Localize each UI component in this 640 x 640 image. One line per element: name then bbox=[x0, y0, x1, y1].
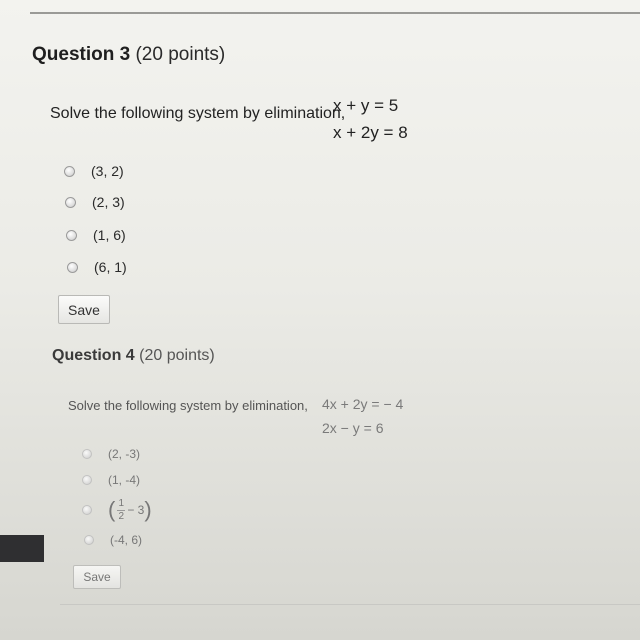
question-3-number: Question 3 bbox=[32, 44, 131, 65]
radio-button[interactable] bbox=[66, 230, 77, 241]
left-dark-panel bbox=[0, 535, 44, 562]
question-3-equation-1: x + y = 5 bbox=[333, 96, 399, 115]
bottom-divider bbox=[60, 604, 640, 605]
question-4-option-1[interactable] bbox=[82, 444, 140, 464]
option-label: (6, 1) bbox=[94, 259, 127, 275]
question-4-number: Question 4 bbox=[52, 347, 135, 364]
top-divider bbox=[30, 12, 640, 14]
question-4-option-2[interactable] bbox=[82, 470, 140, 490]
option-label: (2, 3) bbox=[92, 194, 125, 210]
question-3-title bbox=[32, 44, 225, 66]
option-label: (2, -3) bbox=[108, 447, 141, 461]
question-3-option-2[interactable] bbox=[65, 192, 125, 212]
question-3-equation-2: x + 2y = 8 bbox=[333, 123, 408, 142]
question-3-option-1[interactable] bbox=[64, 161, 124, 181]
option-label: (1, -4) bbox=[108, 473, 141, 487]
question-4-prompt: Solve the following system by elimination, bbox=[68, 398, 308, 413]
question-3-option-4[interactable] bbox=[67, 257, 127, 277]
question-3-points: (20 points) bbox=[135, 44, 226, 65]
radio-button[interactable] bbox=[82, 449, 92, 459]
question-3-option-3[interactable] bbox=[66, 225, 126, 245]
fraction-denominator: 2 bbox=[118, 510, 125, 522]
radio-button[interactable] bbox=[64, 166, 75, 177]
radio-button[interactable] bbox=[82, 475, 92, 485]
radio-button[interactable] bbox=[84, 535, 94, 545]
question-3-save-button[interactable]: Save bbox=[58, 295, 110, 324]
radio-button[interactable] bbox=[82, 505, 92, 515]
fraction-numerator: 1 bbox=[118, 497, 125, 509]
fraction bbox=[117, 499, 125, 522]
radio-button[interactable] bbox=[67, 262, 78, 273]
option-label: (1, 6) bbox=[93, 227, 126, 243]
question-4-title bbox=[52, 347, 215, 365]
option-label-fraction bbox=[108, 499, 152, 522]
radio-button[interactable] bbox=[65, 197, 76, 208]
question-4-option-3[interactable] bbox=[82, 497, 152, 522]
option-label: (3, 2) bbox=[91, 163, 124, 179]
question-4-equation-2: 2x − y = 6 bbox=[322, 420, 384, 436]
question-4-points: (20 points) bbox=[139, 347, 215, 364]
fraction-rest: − 3 bbox=[127, 503, 145, 517]
open-paren: ( bbox=[108, 497, 116, 522]
question-3-prompt: Solve the following system by elimination, bbox=[50, 105, 346, 122]
question-3-equations bbox=[333, 92, 408, 146]
question-4-option-4[interactable] bbox=[84, 530, 142, 550]
close-paren: ) bbox=[144, 497, 152, 522]
option-label: (-4, 6) bbox=[110, 533, 143, 547]
question-4-equation-1: 4x + 2y = − 4 bbox=[322, 396, 404, 412]
question-4-save-button[interactable]: Save bbox=[73, 565, 121, 589]
question-4-equations bbox=[322, 392, 403, 440]
